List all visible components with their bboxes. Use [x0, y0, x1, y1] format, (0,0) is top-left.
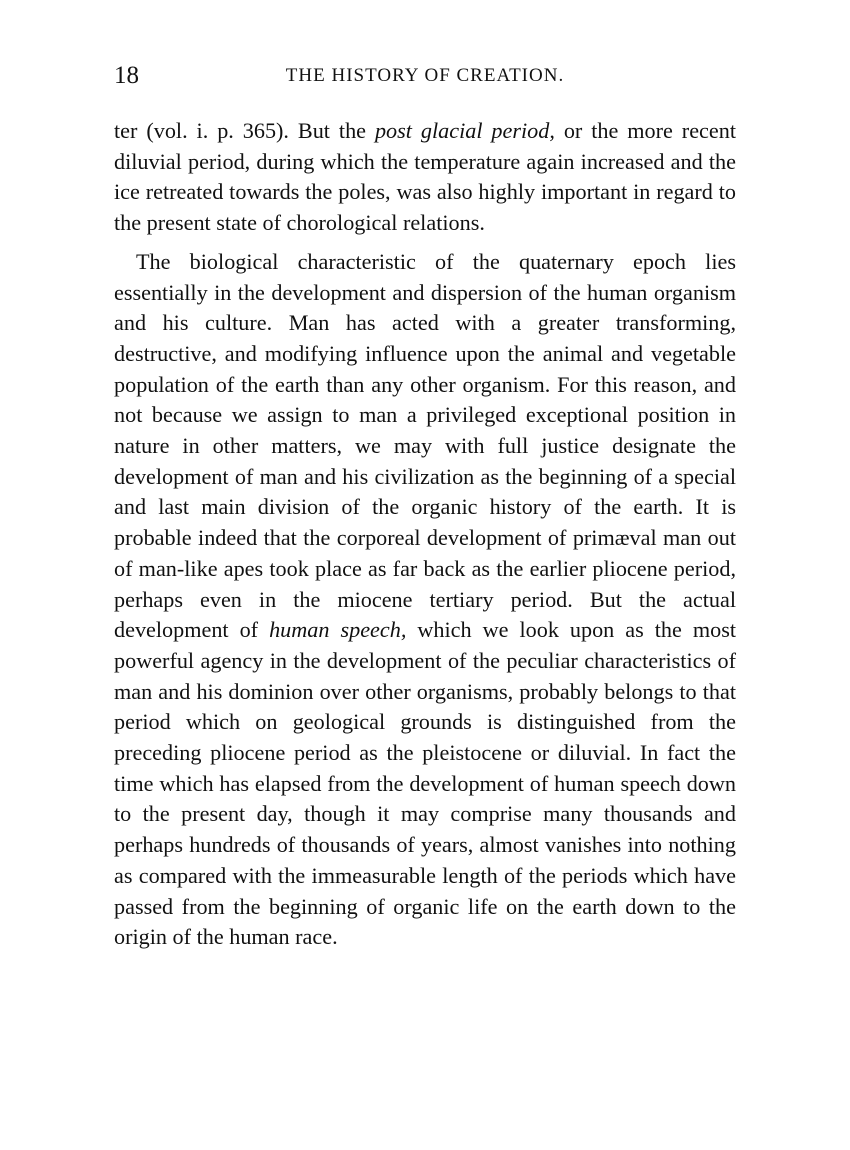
paragraph-2-text-end: which we look upon as the most powerful agency in the development of the peculiar characteristics of man and his dominion over other organisms, probably belongs to that period which on geological grounds is distinguished from the preceding pliocene period as the pleistocene or diluvial. In fact the time which has elapsed from the development of human speech down to the present day, though it may comprise many thousands and perhaps hundreds of thousands of years, almost vanishes into nothing as compared with the immeasurable length of the periods which have passed from the beginning of organic life on the earth down to the origin of the human race.: [114, 617, 737, 950]
paragraph-1-text-end: or the more recent diluvial period, during which the temperature again increased and the ice retreated towards the poles, was also highly important in regard to the present state of chorological relations.: [114, 118, 736, 236]
italic-post-glacial-period: post glacial period,: [374, 118, 555, 143]
paragraph-1-text-start: ter (vol. i. p. 365).: [114, 118, 289, 143]
paragraph-1: [114, 116, 736, 239]
paragraph-2-text-start: The biological characteristic of the quaternary epoch lies essentially in the development and dispersion of the human organism and his culture. Man has acted with a greater transforming, destructive, and modifying influence upon the animal and vegetable population of the earth than any other organism. For this reason, and not because we assign to man a privileged exceptional position in nature in other matters, we may with full justice designate the development of man and his civilization as the beginning of a special and last main division of the organic history of the earth. It is probable indeed that the corporeal development of primæval man out of man-like apes took place as far back as the earlier pliocene period, perhaps even in the miocene tertiary period. But the actual development of: [114, 248, 736, 643]
running-head: [114, 58, 736, 98]
book-page: [114, 58, 736, 953]
body-text: [114, 116, 736, 953]
italic-human-speech: human speech,: [269, 617, 407, 643]
page-number: 18: [114, 62, 139, 89]
paragraph-2: [114, 247, 736, 953]
paragraph-1-text-mid: But the: [288, 118, 375, 143]
running-title: THE HISTORY OF CREATION.: [285, 65, 565, 86]
